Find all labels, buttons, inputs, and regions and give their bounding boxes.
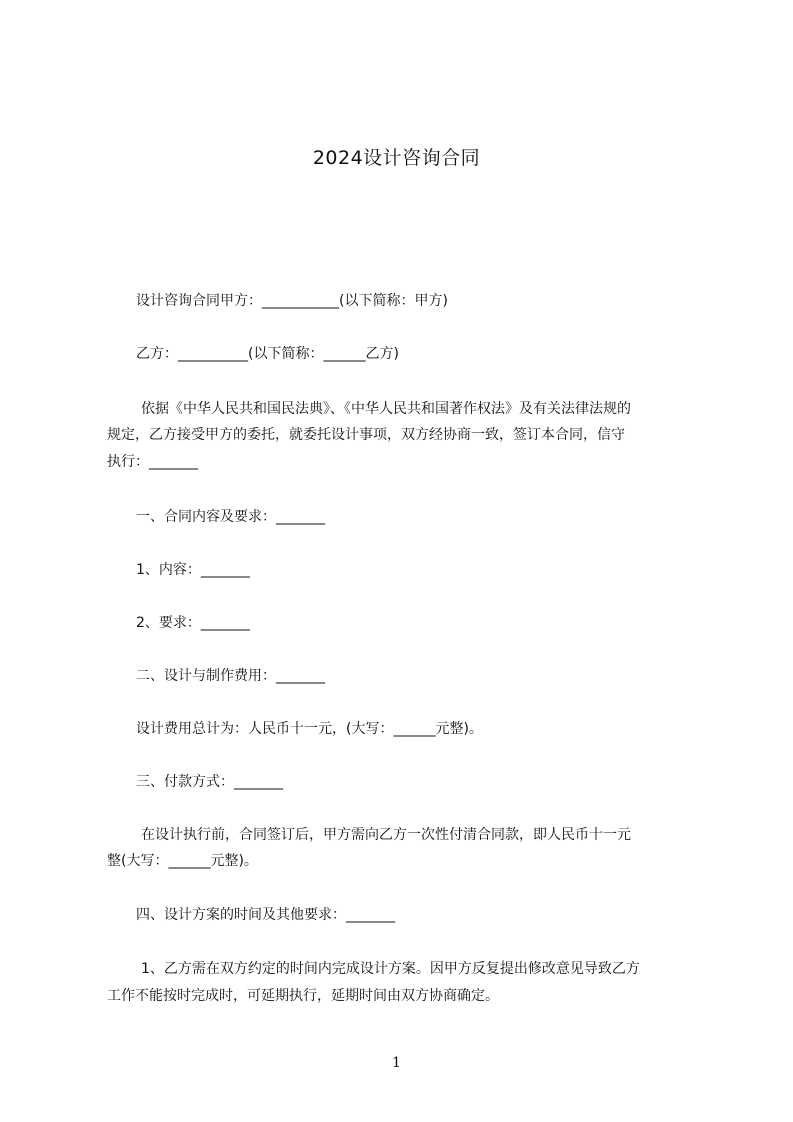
section-2-heading: 二、设计与制作费用：_______ [136, 668, 325, 684]
design-fee-total: 设计费用总计为：人民币十一元，(大写：______元整)。 [136, 721, 483, 737]
basis-paragraph-line-2: 规定，乙方接受甲方的委托，就委托设计事项，双方经协商一致，签订本合同，信守 [107, 427, 625, 443]
section-1-content: 1、内容：_______ [136, 562, 250, 578]
schedule-paragraph-line-2: 工作不能按时完成时，可延期执行，延期时间由双方协商确定。 [107, 988, 499, 1004]
basis-paragraph-line-1: 依据《中华人民共和国民法典》、《中华人民共和国著作权法》及有关法律法规的 [141, 401, 631, 417]
document-title: 2024设计咨询合同 [312, 147, 481, 169]
basis-paragraph-line-3: 执行：_______ [107, 454, 198, 470]
page-number: 1 [392, 1055, 401, 1071]
schedule-paragraph-line-1: 1、乙方需在双方约定的时间内完成设计方案。因甲方反复提出修改意见导致乙方 [141, 961, 640, 977]
party-a-line: 设计咨询合同甲方：___________(以下简称：甲方) [136, 293, 448, 309]
payment-paragraph-line-2: 整(大写：______元整)。 [107, 853, 258, 869]
section-3-heading: 三、付款方式：_______ [136, 774, 283, 790]
section-1-requirements: 2、要求：_______ [136, 615, 250, 631]
payment-paragraph-line-1: 在设计执行前，合同签订后，甲方需向乙方一次性付清合同款，即人民币十一元 [141, 827, 631, 843]
party-b-line: 乙方：__________(以下简称：______乙方) [136, 346, 399, 362]
section-4-heading: 四、设计方案的时间及其他要求：_______ [136, 907, 395, 923]
section-1-heading: 一、合同内容及要求：_______ [136, 509, 325, 525]
